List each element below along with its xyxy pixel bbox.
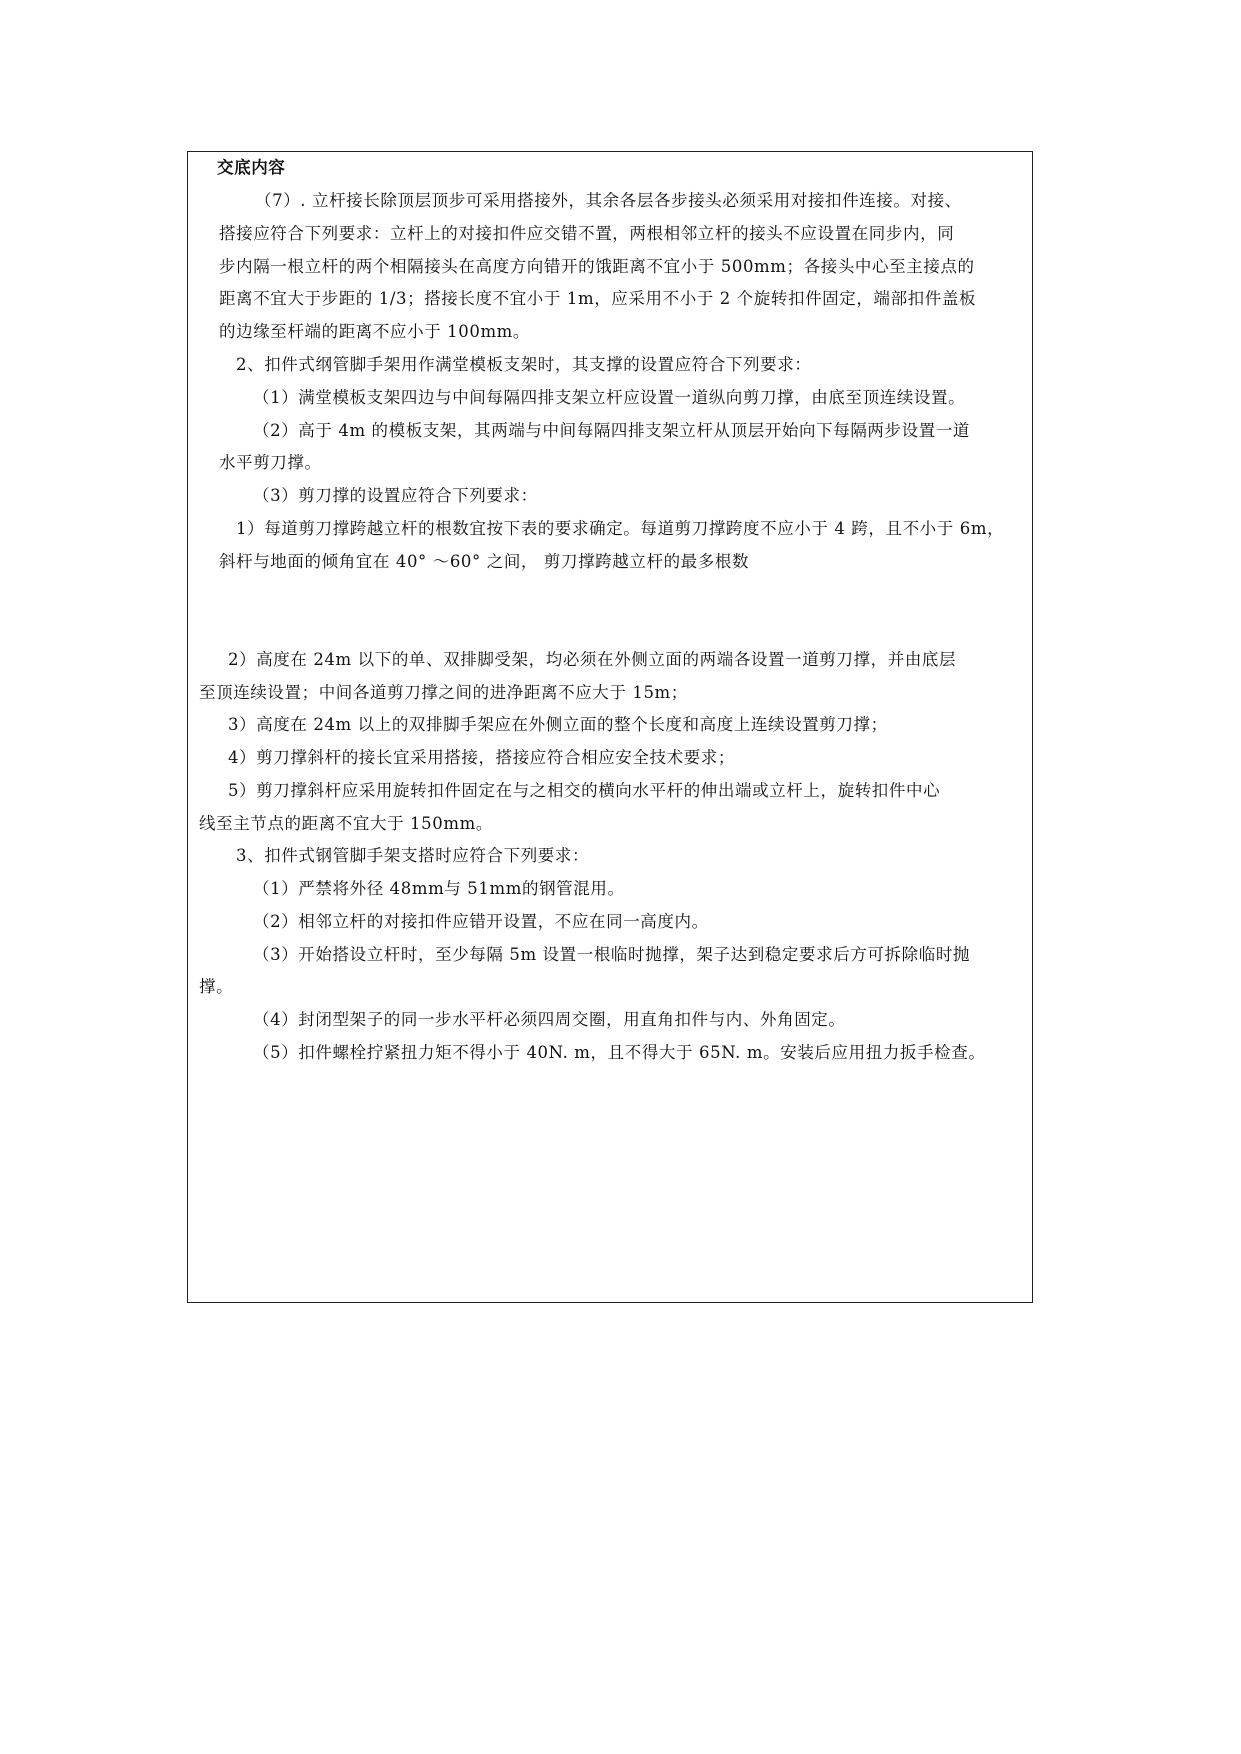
section-3-heading: 3、扣件式钢管脚手架支搭时应符合下列要求： (236, 846, 590, 865)
item-2-2-line-1: （2）高于 4m 的模板支架，其两端与中间每隔四排支架立杆从顶层开始向下每隔两步设置一道 (253, 421, 971, 440)
item-2-1: （1）满堂模板支架四边与中间每隔四排支架立杆应设置一道纵向剪刀撑，由底至顶连续设置。 (253, 388, 966, 407)
section-title: 交底内容 (217, 158, 286, 177)
subitem-5-line-2: 线至主节点的距离不宜大于 150mm。 (199, 814, 493, 833)
subitem-2-line-2: 至顶连续设置；中间各道剪刀撑之间的进净距离不应大于 15m； (199, 683, 688, 702)
subitem-1-line-2: 斜杆与地面的倾角宜在 40° ～60° 之间， 剪刀撑跨越立杆的最多根数 (219, 552, 750, 571)
item-3-1: （1）严禁将外径 48mm与 51mm的钢管混用。 (253, 879, 625, 898)
item-3-2: （2）相邻立杆的对接扣件应错开设置，不应在同一高度内。 (253, 912, 709, 931)
paragraph-7-line-3: 步内隔一根立杆的两个相隔接头在高度方向错开的饿距离不宜小于 500mm；各接头中心至主接点的 (219, 257, 975, 276)
paragraph-7-line-1: （7）. 立杆接长除顶层顶步可采用搭接外，其余各层各步接头必须采用对接扣件连接。对接、 (255, 191, 962, 210)
item-3-3-line-1: （3）开始搭设立杆时，至少每隔 5m 设置一根临时抛撑，架子达到稳定要求后方可拆除临时抛 (253, 945, 971, 964)
subitem-3: 3）高度在 24m 以上的双排脚手架应在外侧立面的整个长度和高度上连续设置剪刀撑； (228, 715, 888, 734)
paragraph-7-line-5: 的边缘至杆端的距离不应小于 100mm。 (219, 322, 531, 341)
item-2-2-line-2: 水平剪刀撑。 (219, 453, 322, 472)
paragraph-7-line-4: 距离不宜大于步距的 1/3；搭接长度不宜小于 1m，应采用不小于 2 个旋转扣件固定，端部扣件盖板 (219, 289, 977, 308)
subitem-5-line-1: 5）剪刀撑斜杆应采用旋转扣件固定在与之相交的横向水平杆的伸出端或立杆上，旋转扣件中心 (228, 781, 941, 800)
item-3-4: （4）封闭型架子的同一步水平杆必须四周交圈，用直角扣件与内、外角固定。 (253, 1010, 846, 1029)
paragraph-7-line-2: 搭接应符合下列要求：立杆上的对接扣件应交错不置，两根相邻立杆的接头不应设置在同步内，同 (219, 224, 955, 243)
subitem-4: 4）剪刀撑斜杆的接长宜采用搭接，搭接应符合相应安全技术要求； (228, 748, 735, 767)
subitem-1-line-1: 1）每道剪刀撑跨越立杆的根数宜按下表的要求确定。每道剪刀撑跨度不应小于 4 跨，且不小于 6m， (236, 519, 1005, 538)
item-2-3: （3）剪刀撑的设置应符合下列要求： (253, 486, 538, 505)
item-3-3-line-2: 撑。 (199, 977, 234, 996)
subitem-2-line-1: 2）高度在 24m 以下的单、双排脚受架，均必须在外侧立面的两端各设置一道剪刀撑，并由底层 (228, 650, 957, 669)
section-2-heading: 2、扣件式纲管脚手架用作满堂模板支架时，其支撑的设置应符合下列要求： (236, 355, 812, 374)
item-3-5: （5）扣件螺栓拧紧扭力矩不得小于 40N. m，且不得大于 65N. m。安装后应用扭力扳手检查。 (253, 1043, 986, 1062)
